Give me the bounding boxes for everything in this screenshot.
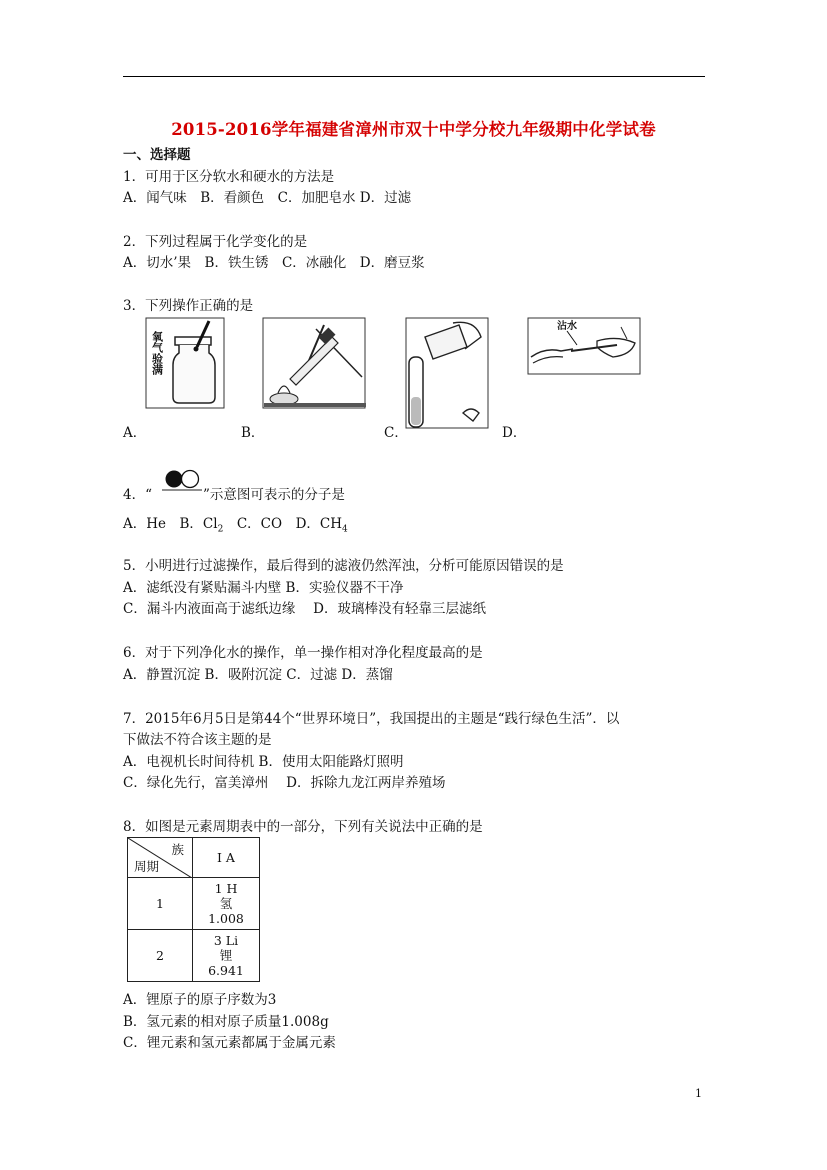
page-number: 1 (695, 1087, 702, 1100)
row2-atomic-mass: 6.941 (208, 963, 244, 978)
q7-options-line1: A．电视机长时间待机 B．使用太阳能路灯照明 (123, 754, 404, 770)
q7-stem-line1: 7．2015年6月5日是第44个“世界环境日”，我国提出的主题是“践行绿色生活”．以 (123, 711, 620, 727)
row1-element-cell (193, 878, 260, 930)
q3-option-b: B． (241, 425, 265, 441)
header-column-ia: I A (193, 838, 260, 878)
row2-element-cell (193, 930, 260, 982)
q3-option-c: C． (384, 425, 408, 441)
q8-option-a: A．锂原子的原子序数为3 (123, 992, 277, 1008)
row1-atomic-mass: 1.008 (208, 911, 244, 926)
q3-figure-c (405, 317, 489, 429)
header-group-label: 族 (171, 842, 184, 857)
q4-stem-prefix: 4．“ (123, 487, 152, 503)
row1-period: 1 (128, 878, 193, 930)
q3-figure-a-label: 氧气验满 (150, 331, 164, 375)
q3-option-a: A． (123, 425, 147, 441)
q3-figure-d (527, 317, 641, 375)
q3-stem: 3．下列操作正确的是 (123, 298, 254, 314)
q8-option-c: C．锂元素和氢元素都属于金属元素 (123, 1035, 336, 1051)
q3-figure-a (145, 317, 225, 409)
row2-element-name: 锂 (219, 948, 233, 963)
q4-option-d-sub: 4 (342, 524, 348, 535)
q4-option-c: C．CO (236, 516, 283, 532)
q4-stem-suffix: ”示意图可表示的分子是 (203, 487, 345, 503)
q1-stem: 1．可用于区分软水和硬水的方法是 (123, 169, 335, 185)
q5-options-line2: C．漏斗内液面高于滤纸边缘 D．玻璃棒没有轻靠三层滤纸 (123, 601, 486, 617)
q4-option-b: B．Cl (179, 516, 218, 532)
exam-title: 2015-2016学年福建省漳州市双十中学分校九年级期中化学试卷 (171, 120, 656, 139)
q3-option-d: D． (502, 425, 527, 441)
q3-figure-d-label: 沾水 (557, 321, 577, 332)
q2-stem: 2．下列过程属于化学变化的是 (123, 234, 308, 250)
q4-option-a: A．He (123, 516, 167, 532)
row1-number-symbol: 1 H (214, 881, 238, 896)
q6-stem: 6．对于下列净化水的操作，单一操作相对净化程度最高的是 (123, 645, 483, 661)
q8-option-b: B．氢元素的相对原子质量1.008g (123, 1014, 329, 1030)
q6-options: A．静置沉淀 B．吸附沉淀 C．过滤 D．蒸馏 (123, 667, 393, 683)
q7-options-line2: C．绿化先行，富美漳州 D．拆除九龙江两岸养殖场 (123, 775, 446, 791)
q1-options: A．闻气味 B．看颜色 C．加肥皂水 D．过滤 (123, 190, 412, 206)
header-rule (123, 76, 705, 77)
table-corner-cell (128, 838, 193, 878)
header-period-label: 周期 (134, 859, 160, 874)
q5-stem: 5．小明进行过滤操作，最后得到的滤液仍然浑浊，分析可能原因错误的是 (123, 558, 564, 574)
q5-options-line1: A．滤纸没有紧贴漏斗内壁 B．实验仪器不干净 (123, 580, 404, 596)
row2-number-symbol: 3 Li (213, 933, 239, 948)
q4-option-b-sub: 2 (217, 524, 224, 535)
periodic-table-excerpt (127, 837, 260, 982)
q4-molecule-diagram (160, 468, 204, 492)
row2-period: 2 (128, 930, 193, 982)
q7-stem-line2: 下做法不符合该主题的是 (123, 732, 272, 748)
q2-options: A．切水’果 B．铁生锈 C．冰融化 D．磨豆浆 (123, 255, 425, 271)
q8-stem: 8．如图是元素周期表中的一部分，下列有关说法中正确的是 (123, 819, 483, 835)
table-row (128, 878, 260, 930)
table-row (128, 930, 260, 982)
row1-element-name: 氢 (219, 896, 233, 911)
q4-options (123, 515, 348, 539)
q3-figure-b (262, 317, 366, 409)
q4-option-d: D．CH (295, 516, 342, 532)
section-heading: 一、选择题 (123, 147, 191, 163)
